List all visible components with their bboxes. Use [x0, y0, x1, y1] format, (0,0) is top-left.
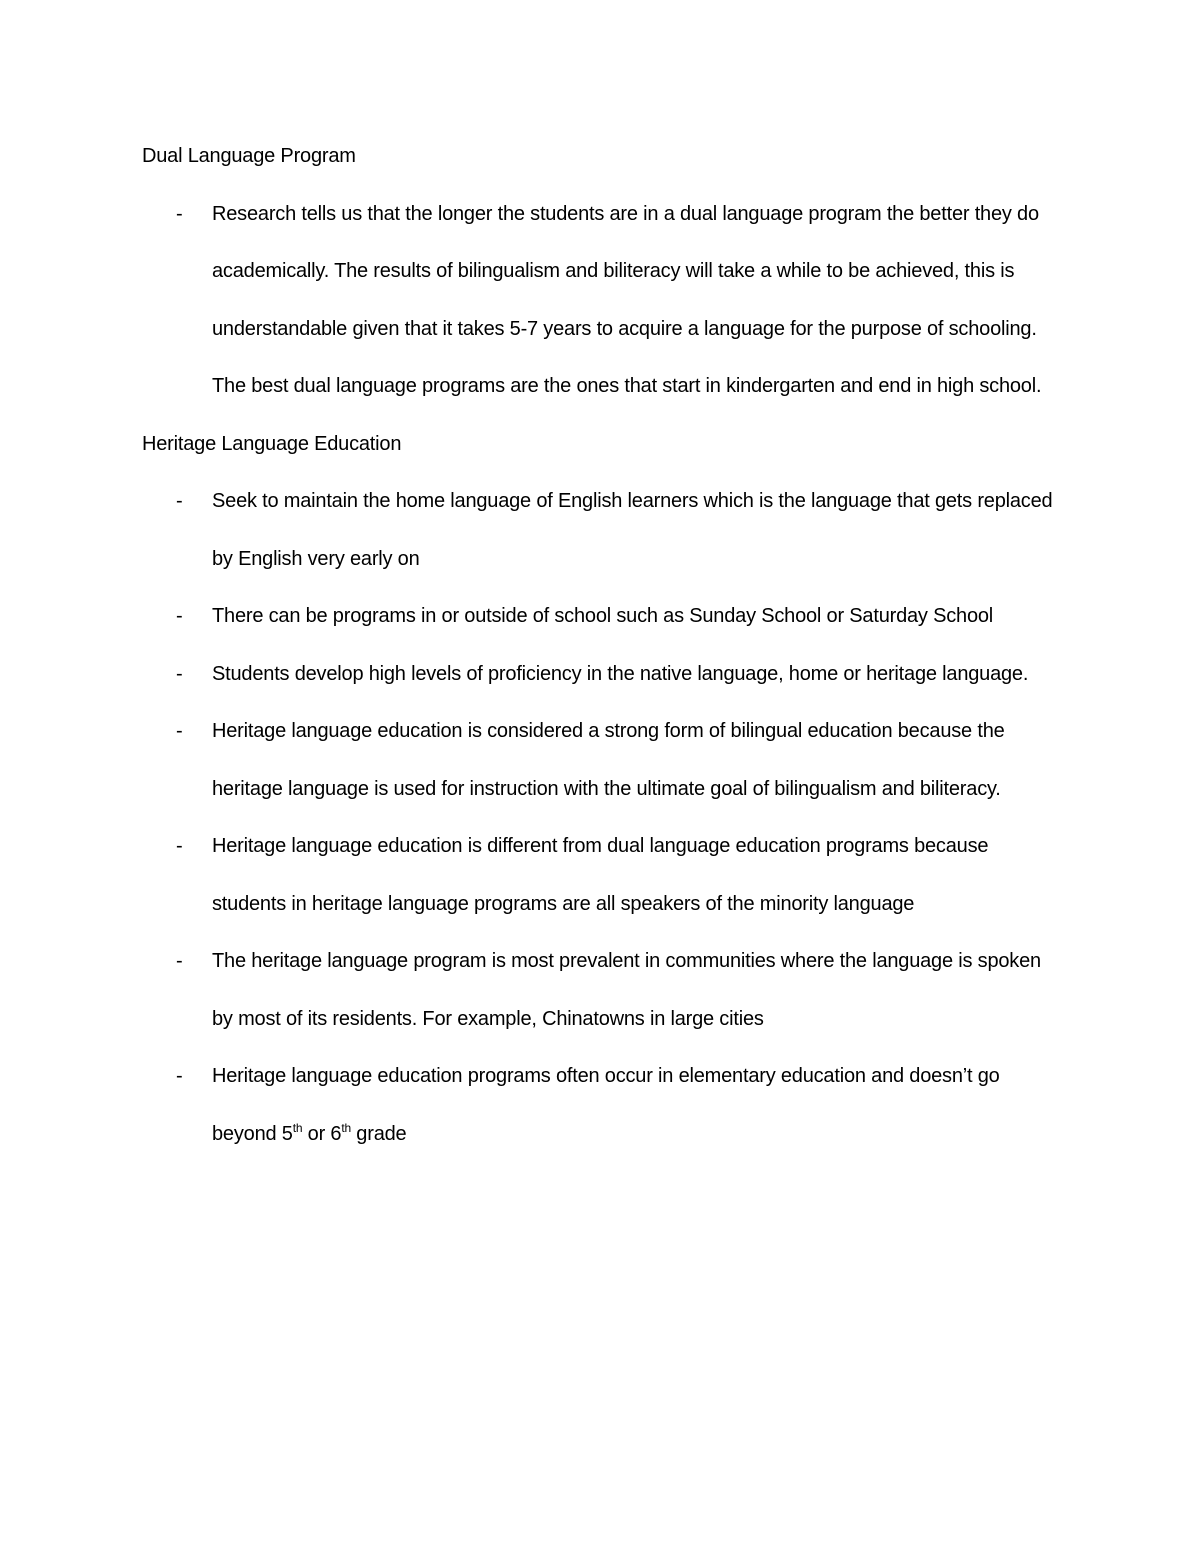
document-body [142, 128, 1062, 1163]
bullet-dash: - [176, 950, 183, 972]
bullet-item [142, 646, 1062, 704]
bullet-dash: - [176, 720, 183, 742]
bullet-item [142, 186, 1062, 416]
superscript-th: th [341, 1120, 351, 1135]
bullet-item [142, 818, 1062, 933]
bullet-dash: - [176, 202, 183, 225]
bullet-item [142, 473, 1062, 588]
bullet-text: The heritage language program is most prevalent in communities where the language is spoken by most of its residents. For example, Chinatowns in large cities [212, 950, 1041, 1030]
bullet-text: Heritage language education is different from dual language education programs because students in heritage language programs are all speakers of the minority language [212, 835, 989, 915]
bullet-dash: - [176, 605, 183, 627]
bullet-text-middle: or 6 [302, 1122, 342, 1145]
heritage-language-bullet-list [142, 473, 1062, 1163]
bullet-text: Research tells us that the longer the students are in a dual language program the better they do academically. The results of bilingualism and biliteracy will take a while to be achieved, this is understandable given that it takes 5-7 years to acquire a language for the purpose of schooling. The best dual language programs are the ones that start in kindergarten and end in high school. [212, 202, 1042, 397]
bullet-text: Students develop high levels of proficiency in the native language, home or heritage language. [212, 662, 1029, 685]
section-heading-dual-language: Dual Language Program [142, 145, 356, 167]
bullet-dash: - [176, 490, 183, 512]
bullet-text: Heritage language education is considered a strong form of bilingual education because the heritage language is used for instruction with the ultimate goal of bilingualism and biliteracy. [212, 720, 1005, 800]
bullet-dash: - [176, 662, 183, 685]
section-heading-heritage-language: Heritage Language Education [142, 432, 402, 455]
bullet-text: Seek to maintain the home language of English learners which is the language that gets replaced by English very early on [212, 490, 1053, 570]
bullet-item-grade [142, 1048, 1062, 1163]
bullet-item [142, 588, 1062, 646]
bullet-item [142, 703, 1062, 818]
bullet-text: There can be programs in or outside of school such as Sunday School or Saturday School [212, 605, 994, 627]
bullet-text-after: grade [350, 1122, 407, 1145]
bullet-text [212, 1048, 1062, 1163]
bullet-text-before: Heritage language education programs often occur in elementary education and doesn’t go beyond 5 [212, 1065, 1000, 1145]
bullet-dash: - [176, 1065, 183, 1087]
bullet-item [142, 933, 1062, 1048]
superscript-th: th [292, 1120, 303, 1135]
bullet-dash: - [176, 835, 183, 857]
dual-language-bullet-list [142, 186, 1062, 416]
